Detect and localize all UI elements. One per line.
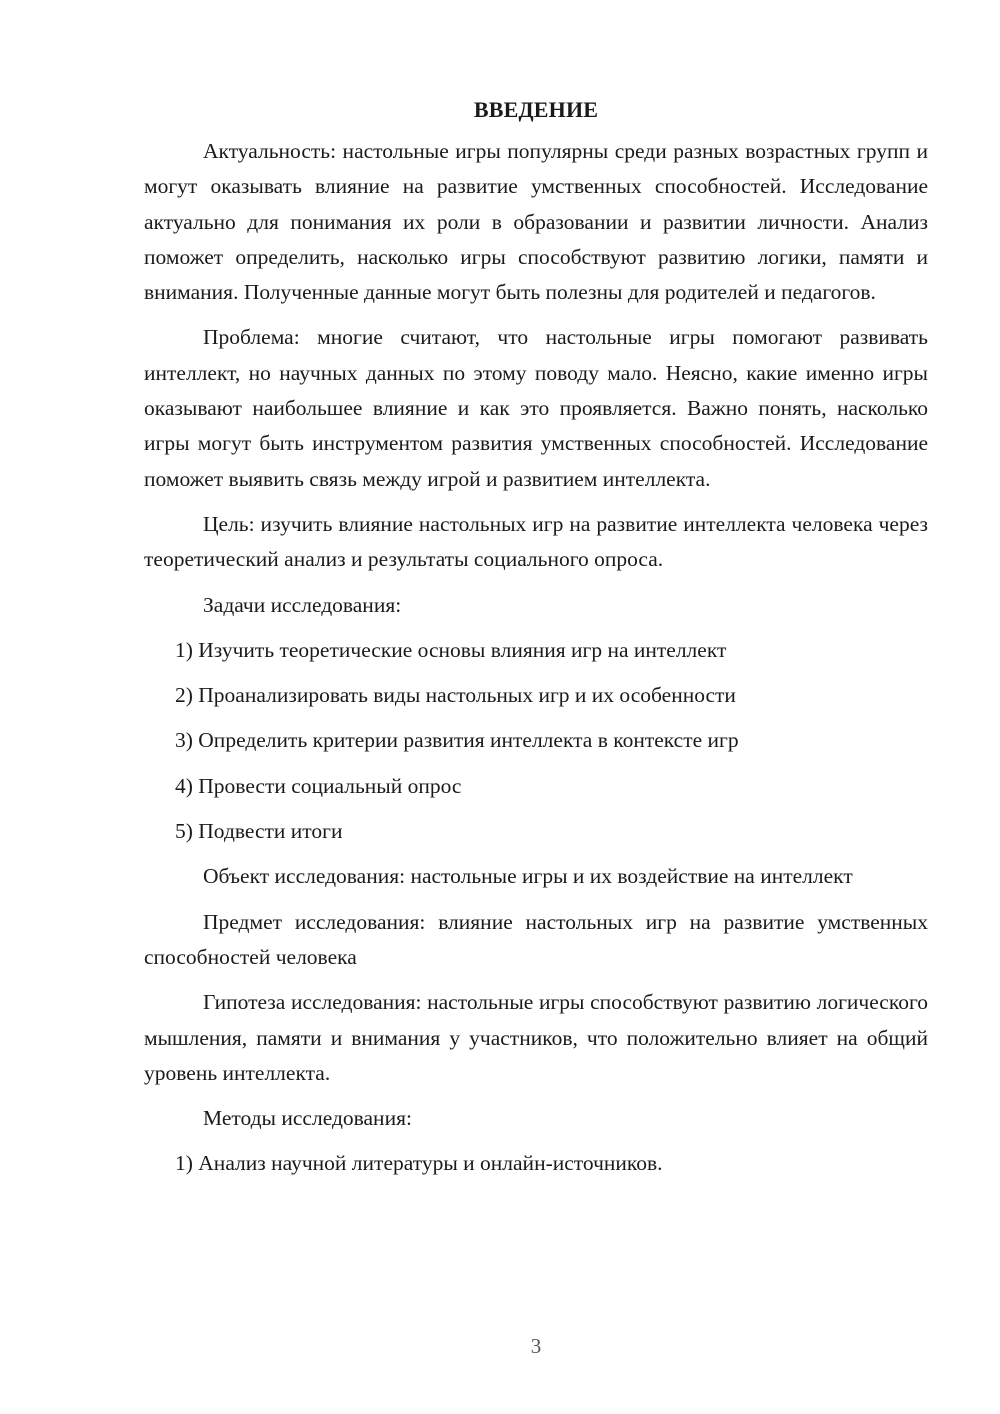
methods-list (144, 1146, 928, 1181)
page-number: 3 (530, 1334, 542, 1358)
subject-paragraph: Предмет исследования: влияние настольных игр на развитие умственных способностей человека (144, 909, 928, 969)
page-title: ВВЕДЕНИЕ (473, 97, 599, 122)
goal-paragraph: Цель: изучить влияние настольных игр на развитие интеллекта человека через теоретический анализ и результаты социального опроса. (144, 511, 928, 572)
problem-paragraph: Проблема: многие считают, что настольные игры помогают развивать интеллект, но научных данных по этому поводу мало. Неясно, какие именно игры оказывают наибольшее влияние и как это проявляется. Важно понять, насколько игры могут быть инструментом развития умственных способностей. Исследование поможет выявить связь между игрой и развитием интеллекта. (144, 325, 928, 491)
list-item: 1) Анализ научной литературы и онлайн-источников. (175, 1151, 663, 1176)
methods-heading: Методы исследования: (203, 1106, 412, 1131)
relevance-paragraph: Актуальность: настольные игры популярны среди разных возрастных групп и могут оказывать влияние на развитие умственных способностей. Исследование актуально для понимания их роли в образовании и развитии личности. Анализ поможет определить, насколько игры способствуют развитию логики, памяти и внимания. Полученные данные могут быть полезны для родителей и педагогов. (144, 139, 928, 305)
list-item: 1) Изучить теоретические основы влияния игр на интеллект (175, 637, 727, 662)
list-item: 4) Провести социальный опрос (175, 773, 462, 798)
tasks-heading: Задачи исследования: (203, 592, 402, 617)
object-paragraph: Объект исследования: настольные игры и их воздействие на интеллект (203, 864, 853, 889)
list-item: 2) Проанализировать виды настольных игр и их особенности (175, 683, 736, 708)
document-page (144, 96, 928, 1192)
list-item: 3) Определить критерии развития интеллекта в контексте игр (175, 728, 739, 753)
tasks-list (144, 633, 928, 849)
hypothesis-paragraph: Гипотеза исследования: настольные игры способствуют развитию логического мышления, памяти и внимания у участников, что положительно влияет на общий уровень интеллекта. (144, 990, 928, 1085)
list-item: 5) Подвести итоги (175, 819, 343, 844)
